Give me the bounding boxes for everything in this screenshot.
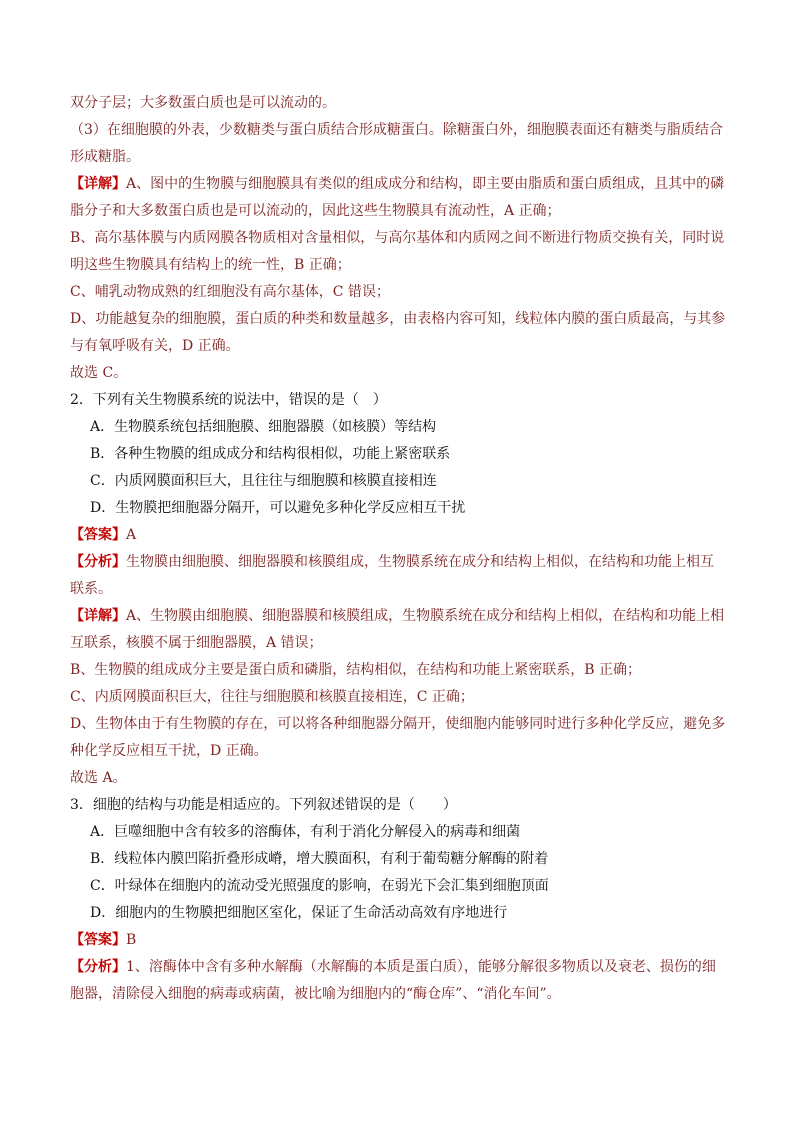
page-content [70,90,726,1008]
option-line [70,495,726,522]
line-text: 互联系，核膜不属于细胞器膜，A 错误； [70,635,323,651]
text-line [70,765,726,792]
text-line [70,252,726,279]
line-text: D、生物体由于有生物膜的存在，可以将各种细胞器分隔开，使细胞内能够同时进行多种化学反应，避免多 [70,716,726,732]
line-text: C、内质网膜面积巨大，往往与细胞膜和核膜直接相连，C 正确； [70,689,474,705]
section-tag: 【分析】 [70,959,126,975]
text-line [70,225,726,252]
section-tag: 【分析】 [70,554,126,570]
text-line [70,981,726,1008]
text-line [70,171,726,198]
line-text: A [126,527,137,543]
line-text: 形成糖脂。 [70,149,140,165]
text-line [70,117,726,144]
option-line [70,846,726,873]
line-text: A、图中的生物膜与细胞膜具有类似的组成成分和结构，即主要由脂质和蛋白质组成，且其中的磷 [126,176,725,192]
section-tag: 【答案】 [70,527,126,543]
text-line [70,738,726,765]
line-text: 1、溶酶体中含有多种水解酶（水解酶的本质是蛋白质），能够分解很多物质以及衰老、损伤的细 [126,959,716,975]
option-line [70,468,726,495]
text-line [70,549,726,576]
text-line [70,333,726,360]
line-text: 联系。 [70,581,112,597]
line-text: B [126,932,137,948]
line-text: B、生物膜的组成成分主要是蛋白质和磷脂，结构相似，在结构和功能上紧密联系，B 正确； [70,662,642,678]
text-line [70,90,726,117]
section-tag: 【答案】 [70,932,126,948]
text-line [70,144,726,171]
line-text: 双分子层；大多数蛋白质也是可以流动的。 [70,95,336,111]
text-line [70,927,726,954]
text-line [70,684,726,711]
option-line [70,900,726,927]
text-line [70,657,726,684]
line-text: 种化学反应相互干扰，D 正确。 [70,743,268,759]
line-text: C．叶绿体在细胞内的流动受光照强度的影响，在弱光下会汇集到细胞顶面 [90,878,549,894]
line-text: 生物膜由细胞膜、细胞器膜和核膜组成，生物膜系统在成分和结构上相似，在结构和功能上相互 [126,554,714,570]
option-line [70,414,726,441]
text-line [70,792,726,819]
line-text: D．生物膜把细胞器分隔开，可以避免多种化学反应相互干扰 [90,500,466,516]
line-text: B．各种生物膜的组成成分和结构很相似，功能上紧密联系 [90,446,451,462]
text-line [70,360,726,387]
text-line [70,603,726,630]
option-line [70,873,726,900]
line-text: 故选 A。 [70,770,127,786]
line-text: B．线粒体内膜凹陷折叠形成嵴，增大膜面积，有利于葡萄糖分解酶的附着 [90,851,549,867]
line-text: B、高尔基体膜与内质网膜各物质相对含量相似，与高尔基体和内质网之间不断进行物质交换有关，同时说 [70,230,725,246]
line-text: 故选 C。 [70,365,128,381]
section-tag: 【详解】 [70,608,126,624]
text-line [70,954,726,981]
line-text: 明这些生物膜具有结构上的统一性，B 正确； [70,257,351,273]
line-text: 2．下列有关生物膜系统的说法中，错误的是（ ） [70,392,387,408]
line-text: 与有氧呼吸有关，D 正确。 [70,338,240,354]
line-text: C、哺乳动物成熟的红细胞没有高尔基体，C 错误； [70,284,390,300]
text-line [70,522,726,549]
line-text: A、生物膜由细胞膜、细胞器膜和核膜组成，生物膜系统在成分和结构上相似，在结构和功能上相 [126,608,725,624]
text-line [70,711,726,738]
line-text: A．巨噬细胞中含有较多的溶酶体，有利于消化分解侵入的病毒和细菌 [90,824,521,840]
line-text: D、功能越复杂的细胞膜，蛋白质的种类和数量越多，由表格内容可知，线粒体内膜的蛋白质最高，与其参 [70,311,726,327]
line-text: C．内质网膜面积巨大，且往往与细胞膜和核膜直接相连 [90,473,437,489]
text-line [70,630,726,657]
section-tag: 【详解】 [70,176,126,192]
line-text: 胞器，清除侵入细胞的病毒或病菌，被比喻为细胞内的“酶仓库”、“消化车间”。 [70,986,561,1002]
line-text: 脂分子和大多数蛋白质也是可以流动的，因此这些生物膜具有流动性，A 正确； [70,203,561,219]
text-line [70,198,726,225]
text-line [70,306,726,333]
line-text: （3）在细胞膜的外表，少数糖类与蛋白质结合形成糖蛋白。除糖蛋白外，细胞膜表面还有糖类与脂质结合 [70,122,723,138]
text-line [70,279,726,306]
option-line [70,441,726,468]
line-text: A．生物膜系统包括细胞膜、细胞器膜（如核膜）等结构 [90,419,437,435]
option-line [70,819,726,846]
text-line [70,576,726,603]
line-text: 3．细胞的结构与功能是相适应的。下列叙述错误的是（ ） [70,797,457,813]
line-text: D．细胞内的生物膜把细胞区室化，保证了生命活动高效有序地进行 [90,905,508,921]
text-line [70,387,726,414]
